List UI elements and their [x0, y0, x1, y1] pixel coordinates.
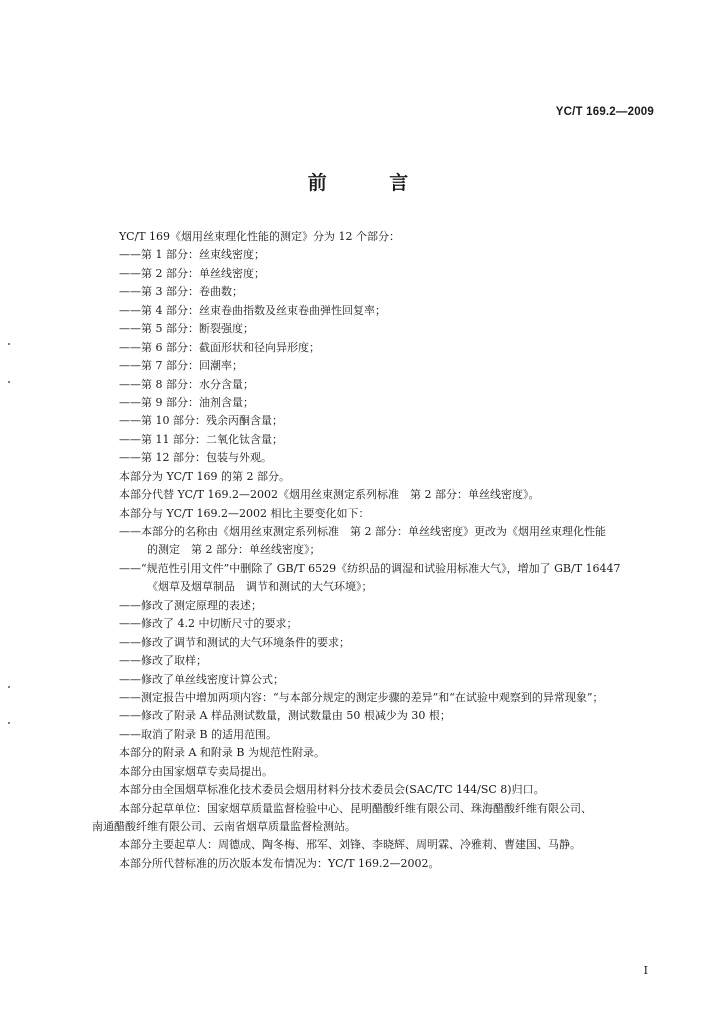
paragraph-line: 南通醋酸纤维有限公司、云南省烟草质量监督检测站。 — [92, 820, 356, 833]
paragraph-line: YC/T 169《烟用丝束理化性能的测定》分为 12 个部分： — [119, 230, 401, 243]
paragraph-line: ——修改了调节和测试的大气环境条件的要求； — [119, 635, 350, 649]
paragraph-line: 本部分的附录 A 和附录 B 为规范性附录。 — [119, 746, 326, 760]
page-number: I — [643, 964, 648, 977]
scan-speck — [8, 343, 10, 345]
scan-speck — [8, 722, 10, 724]
paragraph-line: 本部分由全国烟草标准化技术委员会烟用材料分技术委员会(SAC/TC 144/SC 8)归口。 — [119, 783, 545, 797]
paragraph-line: ——第 4 部分：丝束卷曲指数及丝束卷曲弹性回复率； — [119, 303, 386, 317]
paragraph-line: ——第 2 部分：单丝线密度； — [119, 266, 265, 280]
paragraph-line: 本部分起草单位：国家烟草质量监督检验中心、昆明醋酸纤维有限公司、珠海醋酸纤维有限公司、 — [119, 801, 592, 815]
paragraph-line: ——修改了取样； — [119, 654, 207, 668]
paragraph-line: ——“规范性引用文件”中删除了 GB/T 6529《纺织品的调湿和试验用标准大气》，增加了 GB/T 16447 — [119, 561, 621, 575]
paragraph-line: ——修改了附录 A 样品测试数量，测试数量由 50 根减少为 30 根； — [119, 709, 451, 723]
paragraph-line: ——第 3 部分：卷曲数； — [119, 285, 243, 299]
paragraph-line: ——第 1 部分：丝束线密度； — [119, 248, 265, 262]
paragraph-line: 的测定 第 2 部分：单丝线密度》； — [147, 543, 321, 557]
paragraph-line: 本部分与 YC/T 169.2—2002 相比主要变化如下： — [119, 506, 370, 520]
paragraph-line: ——第 9 部分：油剂含量； — [119, 395, 254, 409]
paragraph-line: 本部分所代替标准的历次版本发布情况为：YC/T 169.2—2002。 — [119, 856, 440, 870]
paragraph-line: ——修改了测定原理的表述； — [119, 598, 262, 612]
paragraph-line: 本部分主要起草人：周德成、陶冬梅、邢军、刘锋、李晓辉、周明霖、冷雅莉、曹建国、马静。 — [119, 838, 581, 852]
paragraph-line: ——本部分的名称由《烟用丝束测定系列标准 第 2 部分：单丝线密度》更改为《烟用丝束理化性能 — [119, 525, 606, 538]
paragraph-line: ——修改了 4.2 中切断尺寸的要求； — [119, 617, 298, 631]
paragraph-line: ——第 12 部分：包装与外观。 — [119, 451, 272, 465]
paragraph-line: ——取消了附录 B 的适用范围。 — [119, 727, 278, 741]
paragraph-line: 本部分为 YC/T 169 的第 2 部分。 — [119, 469, 291, 483]
paragraph-line: ——第 11 部分：二氧化钛含量； — [119, 432, 283, 446]
paragraph-line: ——修改了单丝线密度计算公式； — [119, 672, 284, 686]
scan-speck — [8, 686, 10, 688]
paragraph-line: ——第 6 部分：截面形状和径向异形度； — [119, 340, 320, 354]
paragraph-line: ——测定报告中增加两项内容：“与本部分规定的测定步骤的差异”和“在试验中观察到的异常现象”； — [119, 690, 604, 704]
paragraph-line: ——第 10 部分：残余丙酮含量； — [119, 414, 283, 428]
paragraph-line: ——第 8 部分：水分含量； — [119, 377, 254, 391]
paragraph-line: ——第 7 部分：回潮率； — [119, 359, 243, 373]
paragraph-line: 《烟草及烟草制品 调节和测试的大气环境》； — [147, 580, 373, 594]
scan-speck — [8, 381, 10, 383]
paragraph-line: ——第 5 部分：断裂强度； — [119, 322, 254, 336]
standard-code: YC/T 169.2—2009 — [555, 106, 654, 118]
paragraph-line: 本部分代替 YC/T 169.2—2002《烟用丝束测定系列标准 第 2 部分：单丝线密度》。 — [119, 488, 540, 502]
page-title: 前 言 — [307, 172, 437, 194]
paragraph-line: 本部分由国家烟草专卖局提出。 — [119, 764, 273, 778]
foreword-body — [92, 228, 666, 873]
